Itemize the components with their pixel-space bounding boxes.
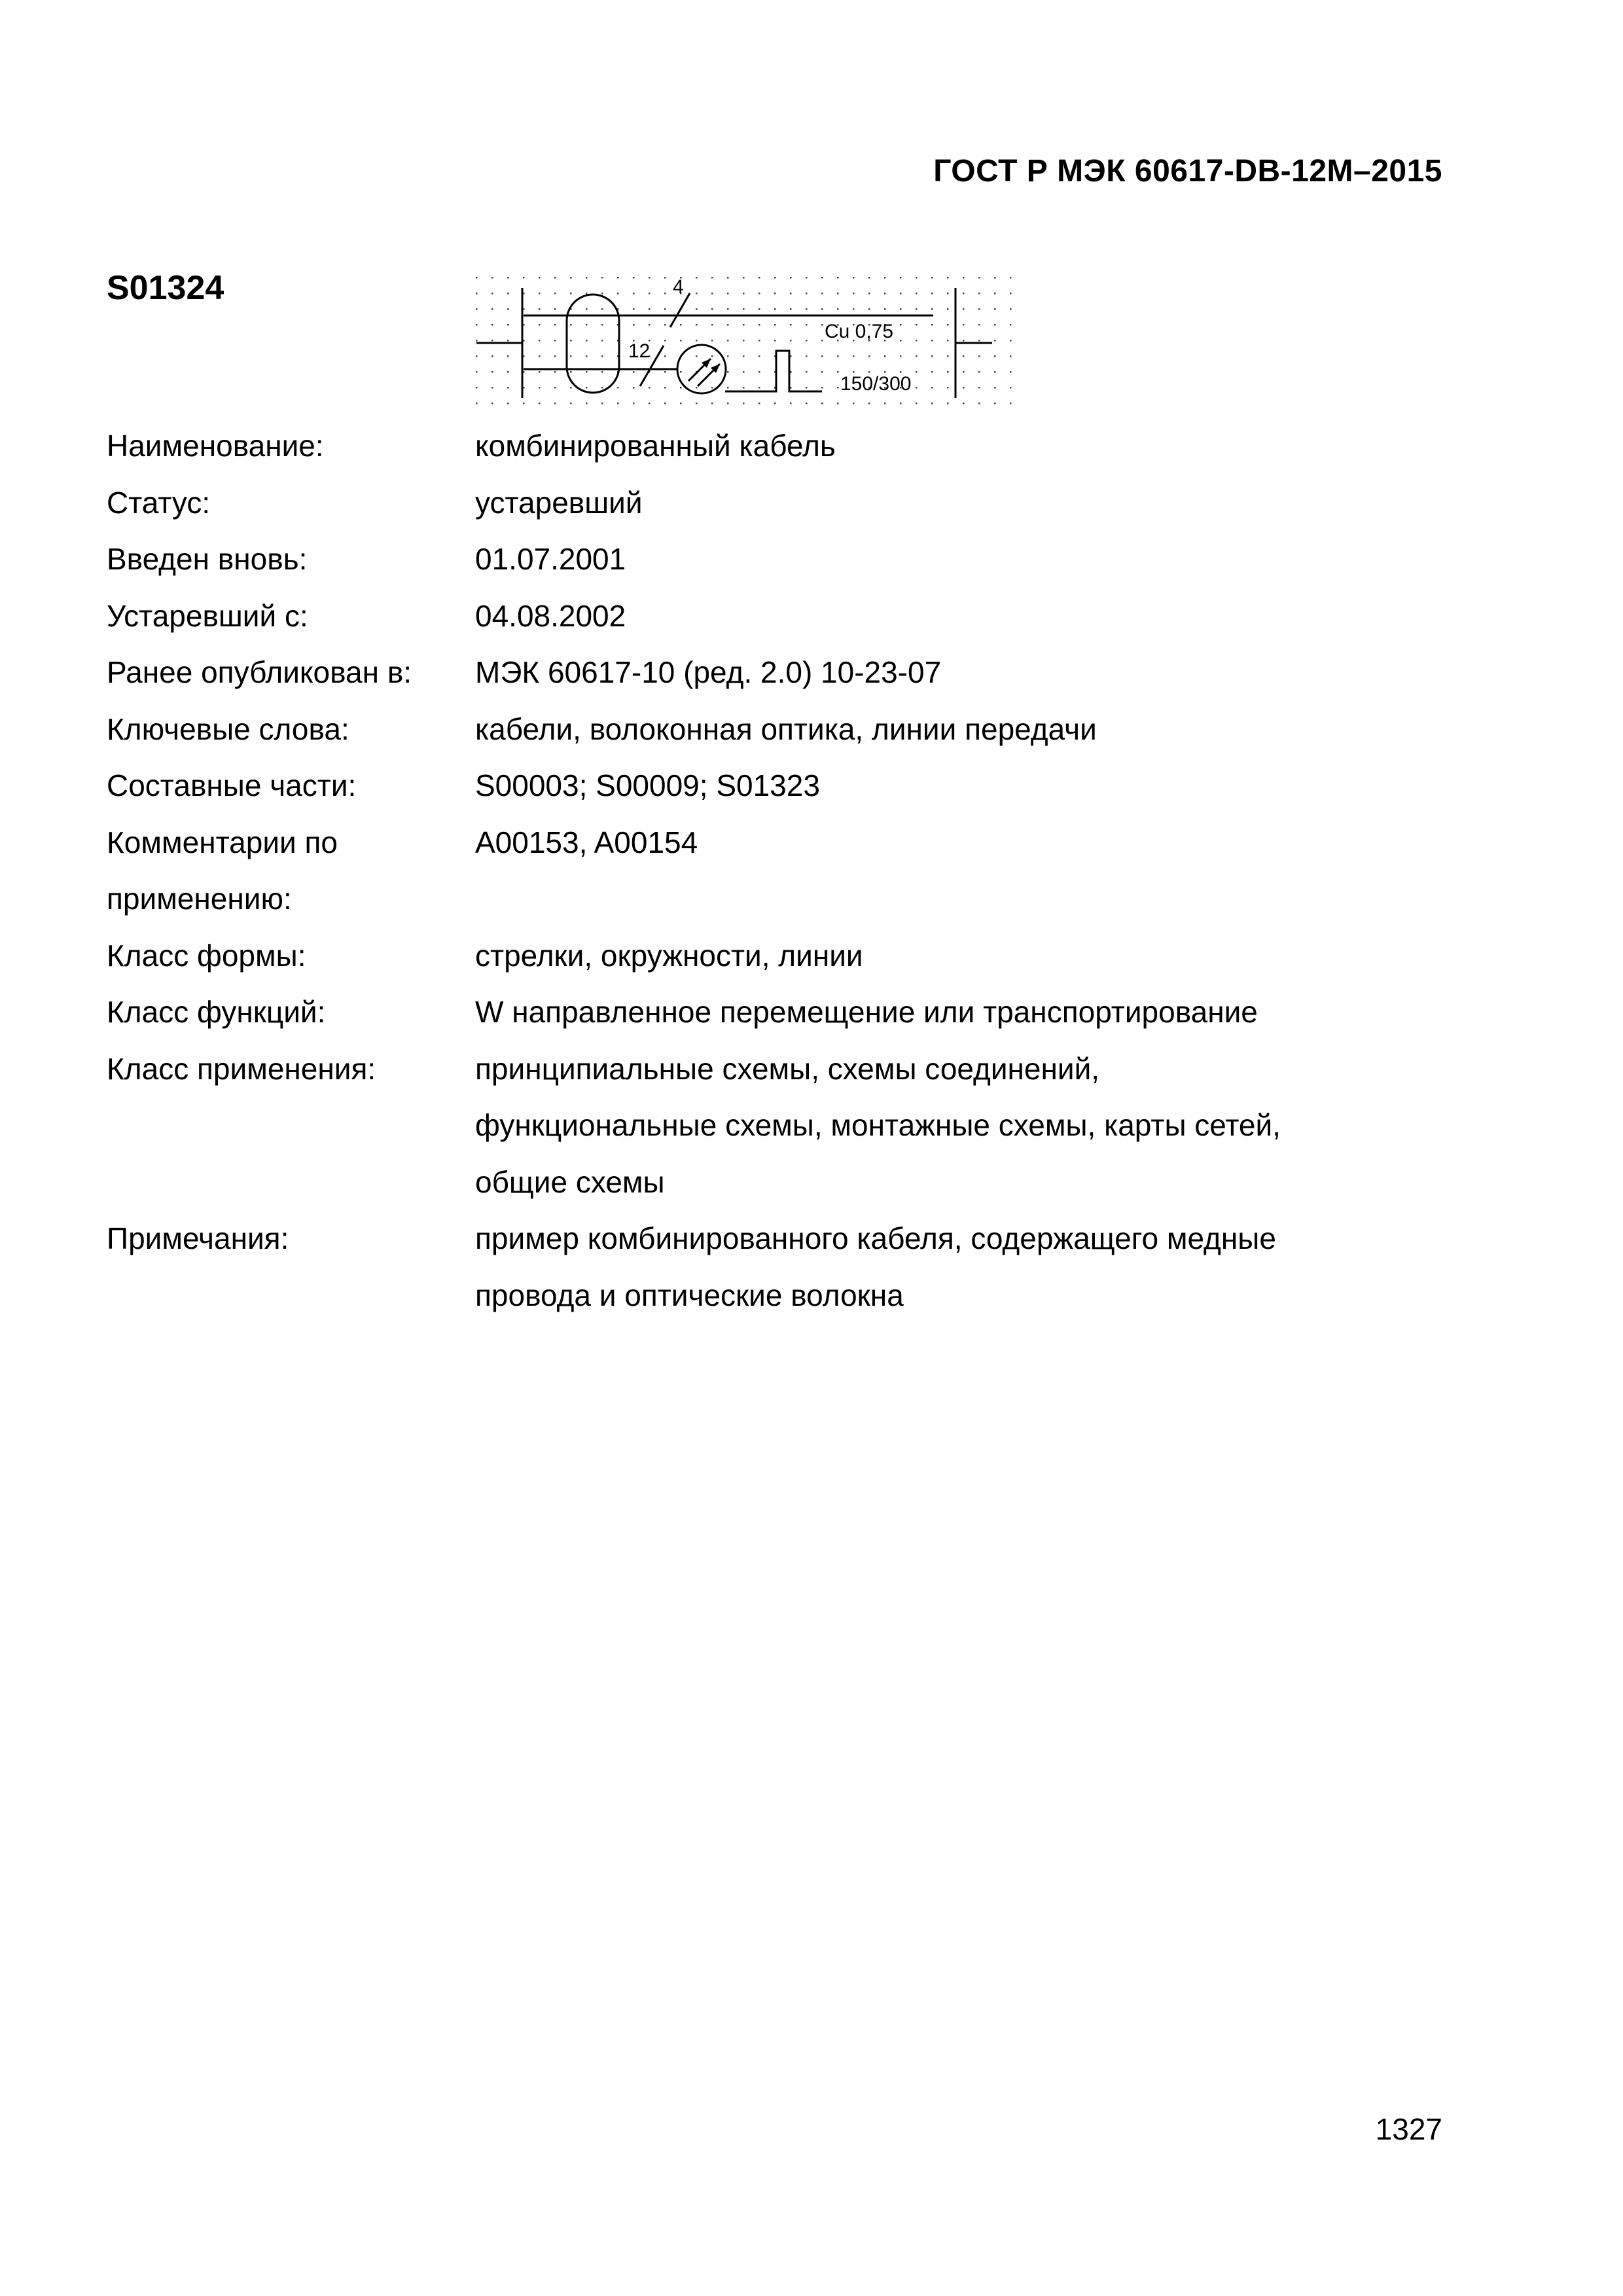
symbol-code: S01324 [107,269,224,307]
field-row [107,1041,1455,1211]
field-row [107,701,1455,758]
field-label: Составные части: [107,768,357,802]
field-value [475,1041,1455,1211]
combined-cable-symbol-icon [469,270,1022,412]
field-label: Наименование: [107,429,324,463]
page-number: 1327 [1375,2112,1442,2146]
value-line: функциональные схемы, монтажные схемы, карты сетей, [475,1108,1281,1142]
field-row [107,984,1455,1041]
field-value [475,531,1455,588]
field-label: Класс применения: [107,1051,376,1086]
field-row [107,927,1455,984]
value-line: провода и оптические волокна [475,1278,904,1312]
value-line: W направленное перемещение или транспортирование [475,995,1258,1029]
value-line: стрелки, окружности, линии [475,938,863,973]
field-label: Примечания: [107,1221,289,1255]
field-value [475,701,1455,758]
label-line: применению: [107,882,292,916]
field-value [475,984,1455,1041]
symbol-label-cu: Cu 0,75 [825,321,894,342]
field-value [475,757,1455,814]
field-row [107,418,1455,475]
field-value [475,418,1455,475]
field-value [475,475,1455,531]
field-label: Класс формы: [107,938,306,973]
field-label: Ключевые слова: [107,711,349,746]
field-label: Статус: [107,485,211,520]
field-label: Устаревший с: [107,598,308,633]
value-line: 01.07.2001 [475,542,626,576]
label-line: Комментарии по [107,825,338,859]
value-line: принципиальные схемы, схемы соединений, [475,1051,1100,1086]
value-line: S00003; S00009; S01323 [475,768,820,802]
field-value [475,927,1455,984]
symbol-label-12: 12 [628,340,651,362]
value-line: МЭК 60617-10 (ред. 2.0) 10-23-07 [475,655,942,689]
value-line: устаревший [475,485,643,520]
field-label: Класс функций: [107,995,326,1029]
field-row [107,1210,1455,1323]
attribute-list [107,418,1455,1323]
value-line: A00153, A00154 [475,825,698,859]
document-header: ГОСТ Р МЭК 60617-DB-12M–2015 [933,154,1442,188]
field-row [107,588,1455,645]
field-row [107,644,1455,701]
value-line: комбинированный кабель [475,429,836,463]
field-value [475,644,1455,701]
field-row [107,814,1455,927]
field-label [107,814,475,927]
field-row [107,757,1455,814]
symbol-label-fiber: 150/300 [840,373,912,395]
value-line: общие схемы [475,1164,665,1199]
value-line: пример комбинированного кабеля, содержащего медные [475,1221,1276,1255]
value-line: 04.08.2002 [475,598,626,633]
field-value [475,814,1455,927]
field-value [475,1210,1455,1323]
field-label: Ранее опубликован в: [107,655,412,689]
field-label: Введен вновь: [107,542,308,576]
field-row [107,475,1455,531]
field-row [107,531,1455,588]
value-line: кабели, волоконная оптика, линии передачи [475,711,1097,746]
field-value [475,588,1455,645]
symbol-label-4: 4 [673,276,684,298]
